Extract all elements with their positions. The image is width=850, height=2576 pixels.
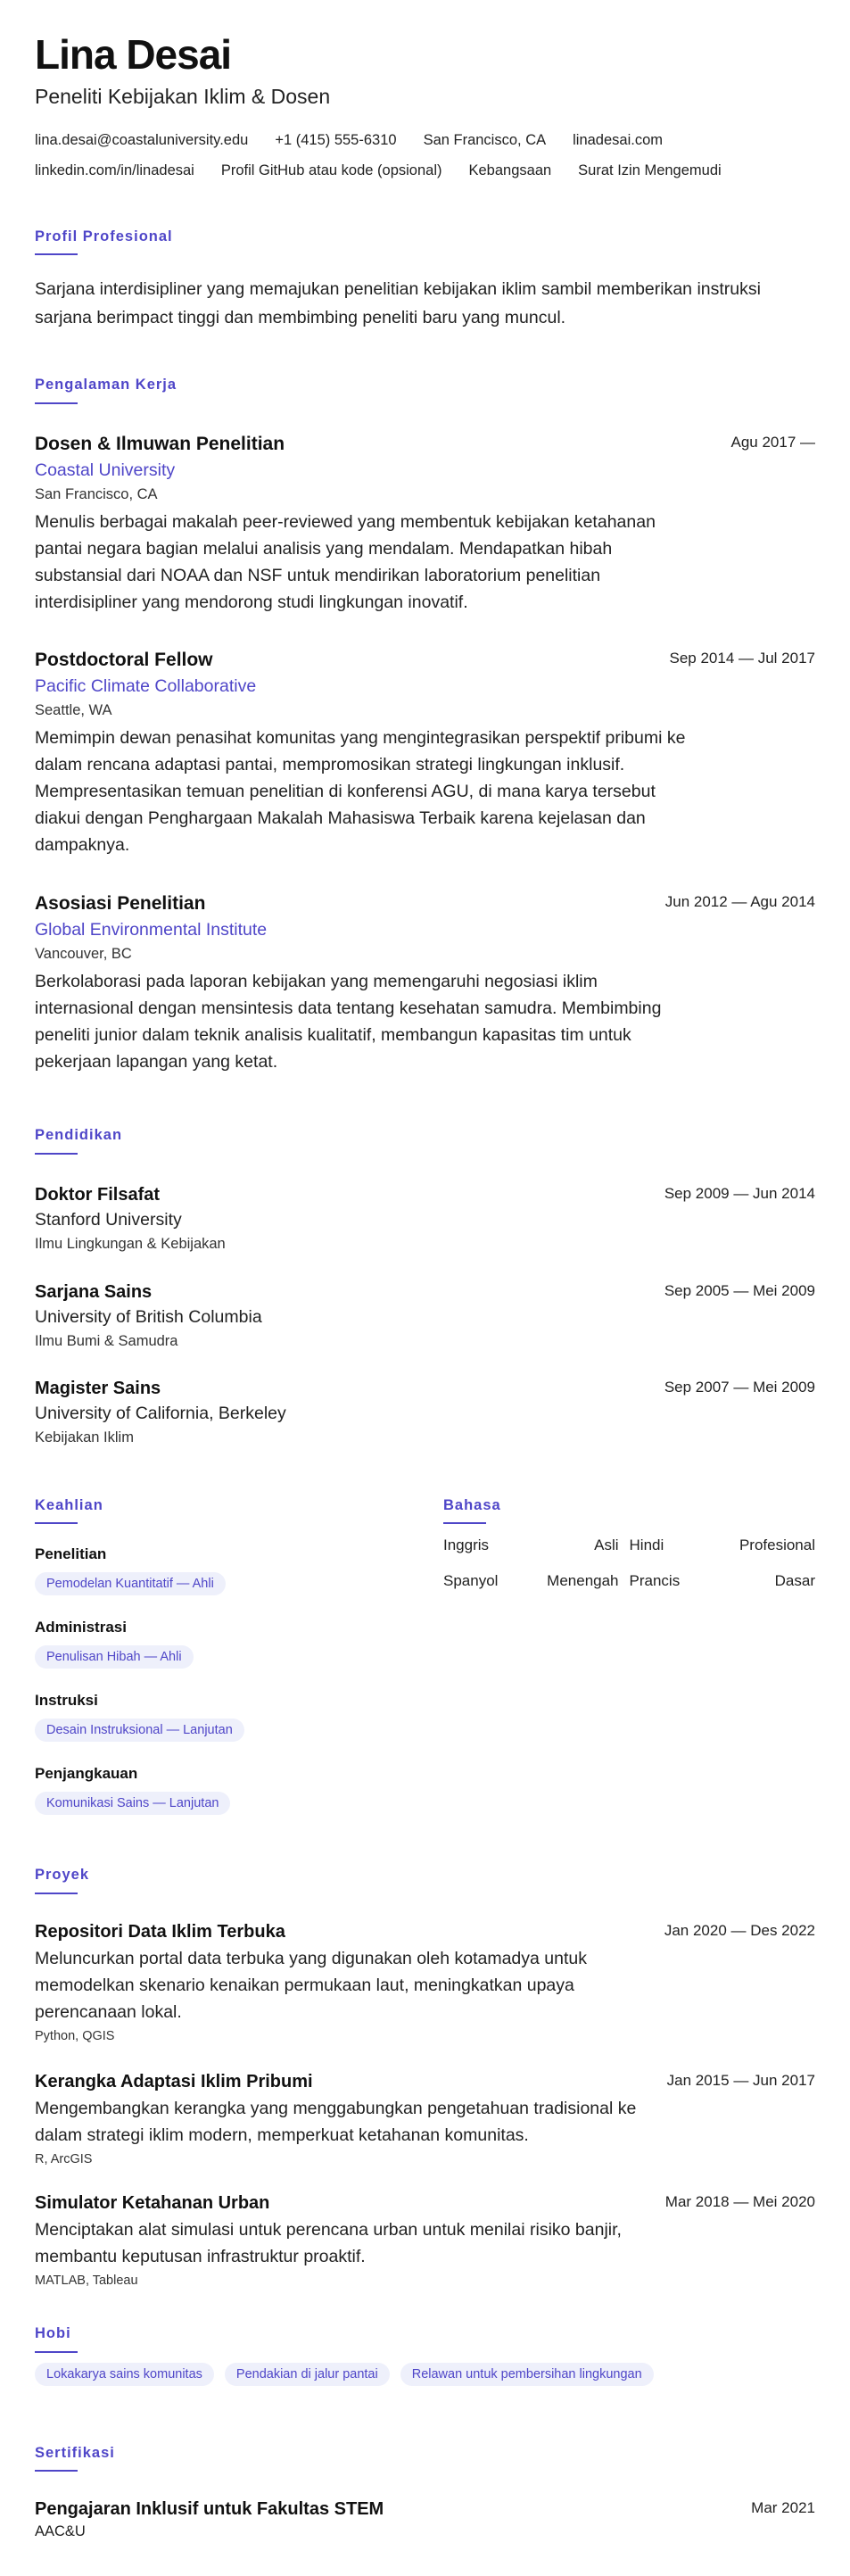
language-item (630, 1572, 815, 1608)
job-title: Asosiasi Penelitian (35, 893, 206, 914)
job-title: Dosen & Ilmuwan Penelitian (35, 434, 285, 454)
skill-category: Penelitian (35, 1545, 107, 1562)
degree-title: Doktor Filsafat (35, 1185, 161, 1205)
language-level: Dasar (774, 1572, 815, 1589)
section-title-projects: Proyek (35, 1867, 90, 1883)
skill-group (35, 1765, 230, 1815)
contact-website[interactable]: linadesai.com (573, 132, 664, 148)
degree-title: Magister Sains (35, 1379, 161, 1398)
project-entry (35, 2193, 815, 2288)
skill-category: Administrasi (35, 1619, 127, 1636)
section-title-skills: Keahlian (35, 1497, 103, 1513)
section-title-experience: Pengalaman Kerja (35, 377, 177, 393)
education-entry (35, 1185, 815, 1253)
skill-chip: Pemodelan Kuantitatif — Ahli (35, 1572, 226, 1595)
section-divider (35, 2351, 78, 2353)
contact-row-primary (35, 132, 663, 149)
project-tech: R, ArcGIS (35, 2152, 93, 2166)
language-name: Prancis (629, 1572, 681, 1589)
project-tech: MATLAB, Tableau (35, 2274, 138, 2288)
contact-email[interactable]: lina.desai@coastaluniversity.edu (35, 132, 249, 148)
degree-title: Sarjana Sains (35, 1282, 153, 1302)
skill-category: Penjangkauan (35, 1765, 138, 1782)
language-level: Profesional (739, 1536, 815, 1553)
contact-github[interactable]: Profil GitHub atau kode (opsional) (220, 162, 442, 178)
skill-category: Instruksi (35, 1692, 98, 1709)
contact-drivers-license: Surat Izin Mengemudi (578, 162, 722, 178)
section-title-hobbies: Hobi (35, 2325, 71, 2341)
study-field: Kebijakan Iklim (35, 1429, 134, 1445)
project-date: Jan 2020 — Des 2022 (664, 1922, 815, 1939)
job-location: Vancouver, BC (35, 946, 132, 962)
language-grid (443, 1536, 815, 1608)
study-field: Ilmu Lingkungan & Kebijakan (35, 1236, 226, 1252)
language-name: Spanyol (443, 1572, 499, 1589)
professional-summary: Sarjana interdisipliner yang memajukan penelitian kebijakan iklim sambil memberikan instruksi sarjana berimpact tinggi dan membimbing peneliti baru yang muncul. (35, 279, 761, 327)
candidate-headline: Peneliti Kebijakan Iklim & Dosen (35, 85, 331, 108)
contact-nationality: Kebangsaan (468, 162, 552, 178)
language-item (630, 1536, 815, 1572)
job-organization: Global Environmental Institute (35, 920, 268, 940)
contact-location: San Francisco, CA (423, 132, 547, 148)
project-date: Jan 2015 — Jun 2017 (666, 2072, 815, 2089)
project-description: Menciptakan alat simulasi untuk perencana urban untuk menilai risiko banjir, membantu keputusan infrastruktur proaktif. (35, 2220, 622, 2266)
skill-group (35, 1692, 244, 1742)
section-title-profile: Profil Profesional (35, 228, 173, 244)
job-organization: Pacific Climate Collaborative (35, 676, 257, 696)
project-tech: Python, QGIS (35, 2029, 115, 2043)
language-level: Asli (594, 1536, 619, 1553)
hobby-chip: Lokakarya sains komunitas (35, 2363, 214, 2386)
job-organization: Coastal University (35, 460, 176, 480)
section-divider (443, 1522, 486, 1524)
language-row (443, 1572, 815, 1608)
school-name: Stanford University (35, 1210, 182, 1230)
hobby-chip: Pendakian di jalur pantai (225, 2363, 390, 2386)
language-level: Menengah (547, 1572, 619, 1589)
skill-group (35, 1545, 226, 1595)
hobby-list (35, 2363, 654, 2386)
job-date: Jun 2012 — Agu 2014 (664, 893, 815, 910)
certification-date: Mar 2021 (751, 2499, 815, 2516)
project-title: Simulator Ketahanan Urban (35, 2193, 270, 2213)
project-entry (35, 2072, 815, 2166)
education-entry (35, 1379, 815, 1446)
section-title-languages: Bahasa (443, 1497, 501, 1513)
section-divider (35, 1893, 78, 1894)
job-location: San Francisco, CA (35, 486, 158, 502)
contact-linkedin[interactable]: linkedin.com/in/linadesai (35, 162, 194, 178)
language-row (443, 1536, 815, 1572)
skill-chip: Desain Instruksional — Lanjutan (35, 1719, 244, 1742)
certification-entry (35, 2499, 815, 2540)
project-description: Meluncurkan portal data terbuka yang digunakan oleh kotamadya untuk memodelkan skenario kenaikan permukaan laut, meningkatkan upaya perencanaan lokal. (35, 1949, 587, 2022)
contact-row-secondary (35, 162, 722, 179)
language-name: Hindi (629, 1536, 664, 1553)
language-item (443, 1536, 630, 1572)
section-title-education: Pendidikan (35, 1127, 123, 1143)
language-item (443, 1572, 630, 1608)
certification-title: Pengajaran Inklusif untuk Fakultas STEM (35, 2499, 384, 2519)
experience-entry (35, 893, 815, 1075)
project-title: Repositori Data Iklim Terbuka (35, 1922, 285, 1942)
school-name: University of British Columbia (35, 1307, 262, 1327)
section-divider (35, 253, 78, 255)
job-location: Seattle, WA (35, 702, 112, 718)
job-title: Postdoctoral Fellow (35, 650, 213, 670)
hobby-chip: Relawan untuk pembersihan lingkungan (400, 2363, 654, 2386)
study-field: Ilmu Bumi & Samudra (35, 1333, 178, 1349)
education-entry (35, 1282, 815, 1350)
project-title: Kerangka Adaptasi Iklim Pribumi (35, 2072, 313, 2091)
degree-date: Sep 2005 — Mei 2009 (664, 1282, 815, 1299)
job-date: Agu 2017 — (730, 434, 815, 451)
section-divider (35, 1153, 78, 1155)
skill-chip: Komunikasi Sains — Lanjutan (35, 1792, 230, 1815)
degree-date: Sep 2007 — Mei 2009 (664, 1379, 815, 1396)
experience-entry (35, 434, 815, 616)
project-description: Mengembangkan kerangka yang menggabungkan pengetahuan tradisional ke dalam strategi iklim modern, memperkuat ketahanan komunitas. (35, 2099, 637, 2145)
section-title-certifications: Sertifikasi (35, 2445, 115, 2461)
project-entry (35, 1922, 815, 2043)
skill-chip: Penulisan Hibah — Ahli (35, 1645, 194, 1669)
section-divider (35, 1522, 78, 1524)
contact-phone[interactable]: +1 (415) 555-6310 (275, 132, 397, 148)
job-date: Sep 2014 — Jul 2017 (669, 650, 815, 667)
project-date: Mar 2018 — Mei 2020 (664, 2193, 815, 2210)
certification-issuer: AAC&U (35, 2523, 86, 2539)
job-description: Berkolaborasi pada laporan kebijakan yang memengaruhi negosiasi iklim internasional dengan mensintesis data tentang kesehatan samudra. Membimbing peneliti junior dalam teknik analisis kualitatif, membangun kapasitas tim untuk pekerjaan lapangan yang ketat. (35, 972, 662, 1072)
job-description: Memimpin dewan penasihat komunitas yang mengintegrasikan perspektif pribumi ke dalam rencana adaptasi pantai, mempromosikan strategi lingkungan inklusif. Mempresentasikan temuan penelitian di konferensi AGU, di mana karya tersebut diakui dengan Penghargaan Makalah Mahasiswa Terbaik karena kejelasan dan dampaknya. (35, 728, 686, 855)
section-divider (35, 402, 78, 404)
degree-date: Sep 2009 — Jun 2014 (664, 1185, 815, 1202)
candidate-name: Lina Desai (35, 31, 232, 78)
language-name: Inggris (443, 1536, 490, 1553)
section-divider (35, 2470, 78, 2472)
school-name: University of California, Berkeley (35, 1404, 286, 1423)
experience-entry (35, 650, 815, 858)
skill-group (35, 1619, 194, 1669)
job-description: Menulis berbagai makalah peer-reviewed yang membentuk kebijakan ketahanan pantai negara bagian melalui analisis yang mendalam. Mendapatkan hibah substansial dari NOAA dan NSF untuk mendirikan laboratorium penelitian interdisipliner yang mendorong studi lingkungan inovatif. (35, 512, 656, 612)
